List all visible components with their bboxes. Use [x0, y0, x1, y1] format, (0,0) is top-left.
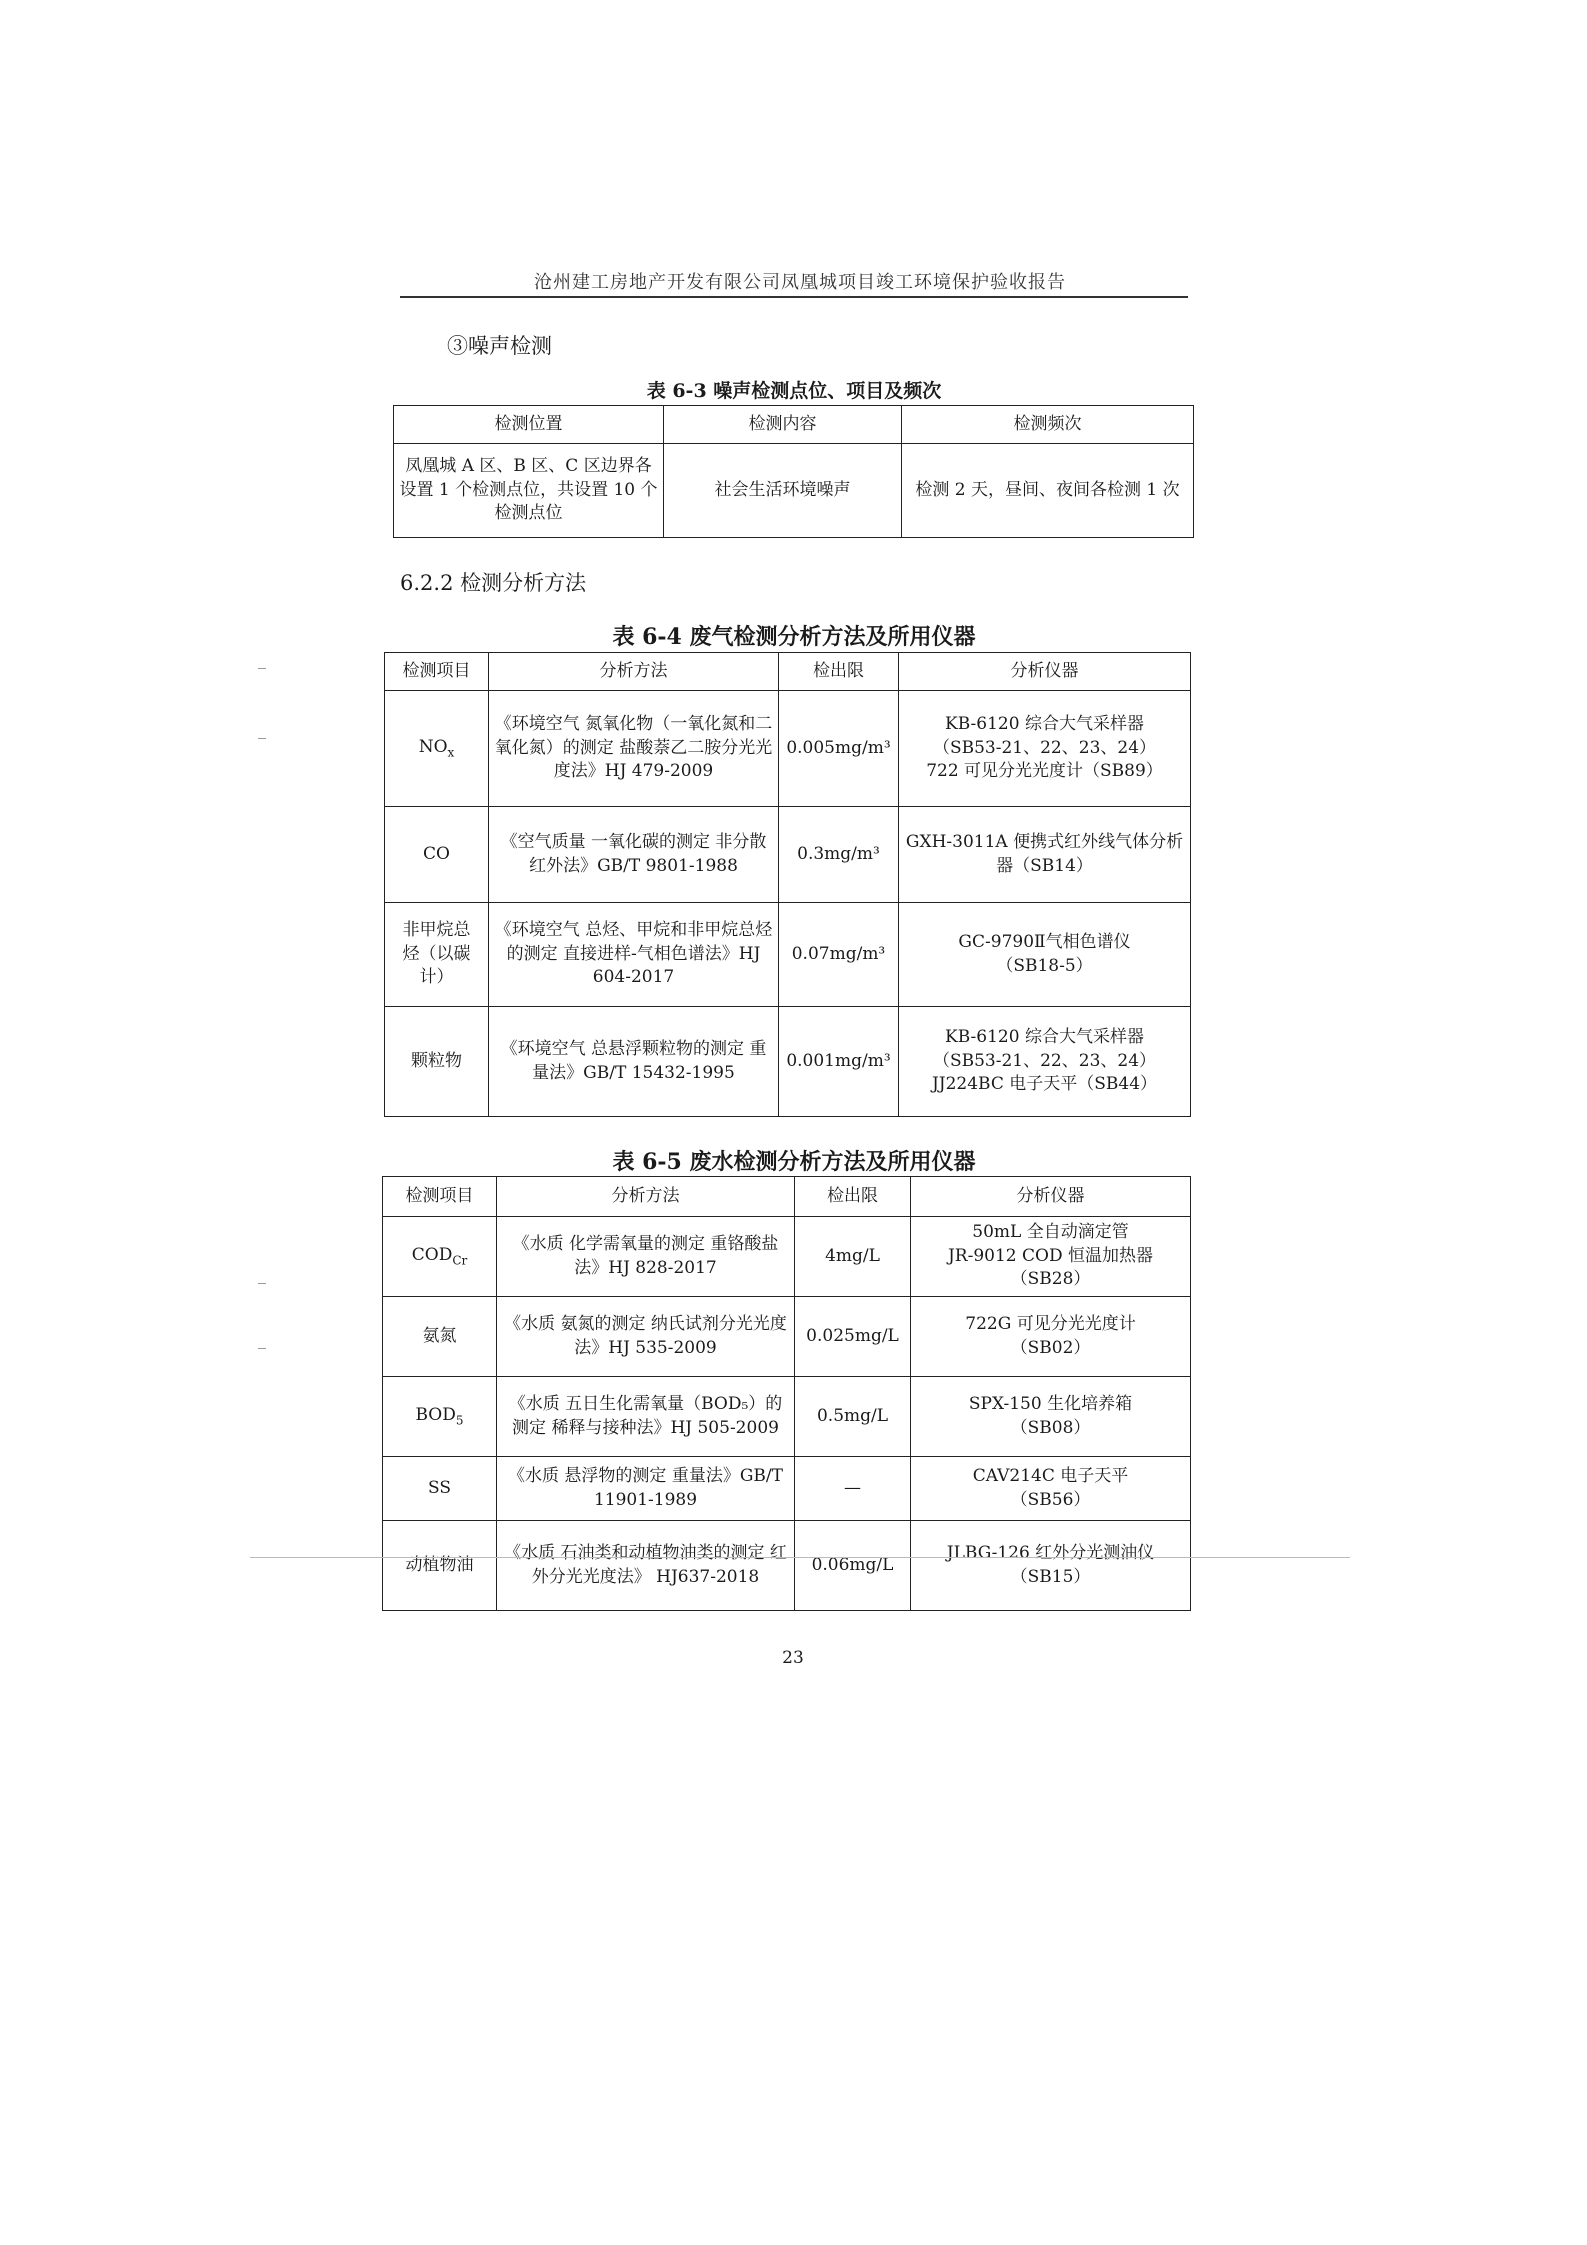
table-cell-item: [385, 1007, 489, 1117]
instrument-line: KB-6120 综合大气采样器: [945, 1026, 1144, 1047]
table-cell-method: 《水质 五日生化需氧量（BOD₅）的测定 稀释与接种法》HJ 505-2009: [497, 1377, 795, 1457]
table-row: [385, 1007, 1191, 1117]
instrument-line: （SB28）: [1010, 1269, 1091, 1290]
table-header-cell: 检测位置: [394, 406, 664, 444]
table-row: [383, 1217, 1191, 1297]
item-name: SS: [428, 1477, 451, 1498]
instrument-line: （SB08）: [1010, 1417, 1091, 1438]
table-cell-method: 《水质 化学需氧量的测定 重铬酸盐法》HJ 828-2017: [497, 1217, 795, 1297]
table-cell: 凤凰城 A 区、B 区、C 区边界各设置 1 个检测点位，共设置 10 个检测点位: [394, 444, 664, 538]
table-cell-method: 《空气质量 一氧化碳的测定 非分散红外法》GB/T 9801-1988: [489, 807, 779, 903]
table-cell-item: [383, 1297, 497, 1377]
instrument-line: KB-6120 综合大气采样器: [945, 713, 1144, 734]
table-row: [385, 903, 1191, 1007]
table-header-cell: 分析仪器: [911, 1177, 1191, 1217]
table-cell-instrument: [911, 1457, 1191, 1521]
table-row: [383, 1521, 1191, 1611]
item-subscript: 5: [455, 1413, 464, 1428]
instrument-line: （SB02）: [1010, 1337, 1091, 1358]
item-name: NO: [418, 736, 448, 757]
table-cell-limit: 0.07mg/m³: [779, 903, 899, 1007]
table-cell-item: [383, 1377, 497, 1457]
table-cell-method: 《水质 石油类和动植物油类的测定 红外分光光度法》 HJ637-2018: [497, 1521, 795, 1611]
page-number: 23: [782, 1648, 804, 1668]
item-name: COD: [411, 1244, 453, 1265]
table-cell-item: [383, 1217, 497, 1297]
item-subscript: x: [447, 745, 455, 760]
instrument-line: （SB56）: [1010, 1489, 1091, 1510]
item-subscript: Cr: [452, 1253, 468, 1268]
report-header: 沧州建工房地产开发有限公司凤凰城项目竣工环境保护验收报告: [534, 272, 1066, 293]
table-cell-method: 《水质 悬浮物的测定 重量法》GB/T 11901-1989: [497, 1457, 795, 1521]
item-name: CO: [423, 843, 450, 864]
header-rule: [400, 296, 1188, 298]
scan-line: [250, 1557, 1350, 1558]
table-row: [383, 1377, 1191, 1457]
table-cell-limit: 0.06mg/L: [795, 1521, 911, 1611]
item-name: BOD: [415, 1404, 456, 1425]
instrument-line: 50mL 全自动滴定管: [972, 1221, 1129, 1242]
table-header-cell: 分析方法: [489, 653, 779, 691]
table-header-cell: 分析仪器: [899, 653, 1191, 691]
table-6-3: [393, 405, 1194, 538]
table-6-4: [384, 652, 1191, 1117]
table-row: [385, 807, 1191, 903]
item-name: 非甲烷总烃（以碳计）: [402, 919, 471, 988]
table-cell-instrument: [899, 691, 1191, 807]
table-cell-limit: 0.005mg/m³: [779, 691, 899, 807]
table-row: [383, 1457, 1191, 1521]
instrument-line: JJ224BC 电子天平（SB44）: [931, 1074, 1158, 1095]
table-cell-instrument: [911, 1297, 1191, 1377]
instrument-line: GC-9790Ⅱ气相色谱仪: [958, 931, 1131, 952]
scan-mark: [258, 668, 266, 669]
table-cell-method: 《环境空气 总悬浮颗粒物的测定 重量法》GB/T 15432-1995: [489, 1007, 779, 1117]
table-header-cell: 分析方法: [497, 1177, 795, 1217]
table-cell-item: [385, 903, 489, 1007]
table-header-cell: 检测内容: [664, 406, 902, 444]
instrument-line: 722 可见分光光度计（SB89）: [926, 761, 1163, 782]
instrument-line: JR-9012 COD 恒温加热器: [947, 1245, 1153, 1266]
table-header-cell: 检测频次: [902, 406, 1194, 444]
table-cell-method: 《水质 氨氮的测定 纳氏试剂分光光度法》HJ 535-2009: [497, 1297, 795, 1377]
table-cell-limit: —: [795, 1457, 911, 1521]
item-name: 颗粒物: [411, 1050, 462, 1071]
scan-mark: [258, 1348, 266, 1349]
table-6-5: [382, 1176, 1191, 1611]
section-noise-title: ③噪声检测: [447, 334, 552, 358]
item-name: 动植物油: [405, 1554, 474, 1575]
table-cell-method: 《环境空气 总烃、甲烷和非甲烷总烃的测定 直接进样-气相色谱法》HJ 604-2017: [489, 903, 779, 1007]
table-row: [383, 1297, 1191, 1377]
table-6-4-caption: 表 6-4 废气检测分析方法及所用仪器: [612, 624, 976, 650]
instrument-line: （SB18-5）: [996, 955, 1093, 976]
table-cell-item: [383, 1521, 497, 1611]
instrument-line: CAV214C 电子天平: [972, 1465, 1129, 1486]
table-6-5-caption: 表 6-5 废水检测分析方法及所用仪器: [612, 1149, 976, 1175]
table-cell-instrument: [911, 1521, 1191, 1611]
table-header-cell: 检出限: [795, 1177, 911, 1217]
instrument-line: JLBG-126 红外分光测油仪: [946, 1542, 1155, 1563]
table-cell-instrument: [911, 1217, 1191, 1297]
table-cell: 检测 2 天，昼间、夜间各检测 1 次: [902, 444, 1194, 538]
table-header-cell: 检测项目: [383, 1177, 497, 1217]
table-header-cell: 检测项目: [385, 653, 489, 691]
table-cell-limit: 0.025mg/L: [795, 1297, 911, 1377]
scan-mark: [258, 1283, 266, 1284]
instrument-line: 722G 可见分光光度计: [965, 1313, 1136, 1334]
table-cell-instrument: [899, 807, 1191, 903]
instrument-line: SPX-150 生化培养箱: [968, 1393, 1133, 1414]
table-cell-item: [385, 807, 489, 903]
section-622-title: 6.2.2 检测分析方法: [400, 571, 587, 595]
table-row: [394, 444, 1194, 538]
table-cell-limit: 0.5mg/L: [795, 1377, 911, 1457]
instrument-line: （SB53-21、22、23、24）: [932, 1050, 1157, 1071]
table-6-3-caption: 表 6-3 噪声检测点位、项目及频次: [646, 380, 942, 402]
table-cell: 社会生活环境噪声: [664, 444, 902, 538]
table-cell-item: [383, 1457, 497, 1521]
instrument-line: （SB53-21、22、23、24）: [932, 737, 1157, 758]
table-cell-method: 《环境空气 氮氧化物（一氧化氮和二氧化氮）的测定 盐酸萘乙二胺分光光度法》HJ 479-2009: [489, 691, 779, 807]
item-name: 氨氮: [422, 1325, 457, 1346]
table-cell-instrument: [899, 903, 1191, 1007]
table-cell-limit: 0.001mg/m³: [779, 1007, 899, 1117]
table-cell-instrument: [911, 1377, 1191, 1457]
table-cell-item: [385, 691, 489, 807]
instrument-line: （SB15）: [1010, 1566, 1091, 1587]
instrument-line: GXH-3011A 便携式红外线气体分析器（SB14）: [905, 831, 1184, 876]
table-row: [385, 691, 1191, 807]
table-cell-instrument: [899, 1007, 1191, 1117]
table-header-cell: 检出限: [779, 653, 899, 691]
table-cell-limit: 4mg/L: [795, 1217, 911, 1297]
scan-mark: [258, 738, 266, 739]
table-cell-limit: 0.3mg/m³: [779, 807, 899, 903]
